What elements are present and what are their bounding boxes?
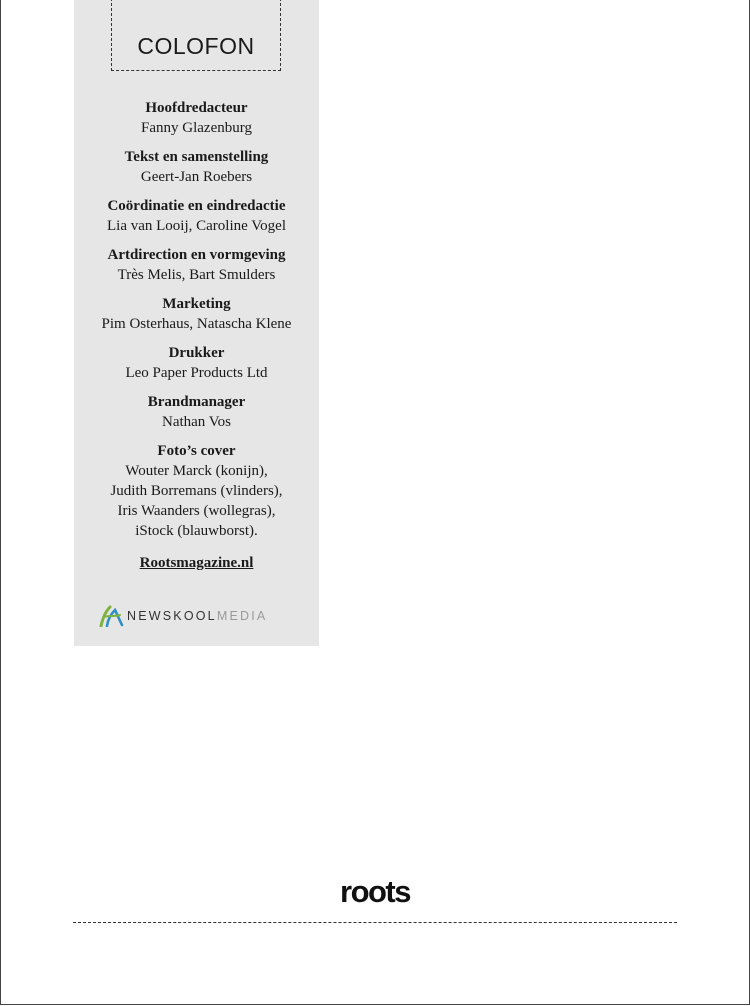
credit-name: Wouter Marck (konijn),: [125, 463, 268, 479]
credit-editor-in-chief: [74, 98, 319, 138]
credit-role: Coördinatie en eindredactie: [107, 198, 286, 214]
credit-name: iStock (blauwborst).: [135, 523, 258, 539]
newskool-media-logo: [98, 604, 293, 628]
publisher-name-light: MEDIA: [216, 609, 268, 623]
credit-name: Judith Borremans (vlinders),: [110, 483, 283, 499]
footer-divider: [73, 922, 677, 923]
credit-role: Hoofdredacteur: [145, 100, 248, 116]
credit-name: Geert-Jan Roebers: [140, 169, 253, 185]
credit-name: Nathan Vos: [161, 414, 232, 430]
colofon-panel: [74, 0, 319, 646]
roots-brand-logo: roots: [340, 874, 410, 909]
newskool-logo-mark-icon: [98, 605, 124, 627]
credit-artdirection: [74, 245, 319, 285]
credit-role: Foto’s cover: [157, 443, 236, 459]
publisher-name: [127, 609, 267, 623]
credit-role: Marketing: [162, 296, 231, 312]
credit-cover-photos: [74, 441, 319, 541]
colofon-title: COLOFON: [137, 33, 255, 59]
credit-printer: [74, 343, 319, 383]
credit-marketing: [74, 294, 319, 334]
credit-role: Drukker: [168, 345, 225, 361]
credit-name: Lia van Looij, Caroline Vogel: [107, 218, 286, 234]
credit-role: Brandmanager: [147, 394, 246, 410]
credit-name: Iris Waanders (wollegras),: [117, 503, 276, 519]
credit-brandmanager: [74, 392, 319, 432]
credit-role: Artdirection en vormgeving: [107, 247, 286, 263]
credit-name: Très Melis, Bart Smulders: [117, 267, 276, 283]
credit-name: Pim Osterhaus, Natascha Klene: [101, 316, 292, 332]
credit-coordination: [74, 196, 319, 236]
credit-text: [74, 147, 319, 187]
credit-name: Leo Paper Products Ltd: [125, 365, 268, 381]
colofon-title-box: [111, 0, 281, 71]
credits-list: [74, 98, 319, 573]
credit-name: Fanny Glazenburg: [141, 120, 252, 136]
publisher-name-dark: NEWSKOOL: [127, 609, 217, 623]
website-link[interactable]: Rootsmagazine.nl: [139, 555, 254, 571]
credit-role: Tekst en samenstelling: [124, 149, 269, 165]
